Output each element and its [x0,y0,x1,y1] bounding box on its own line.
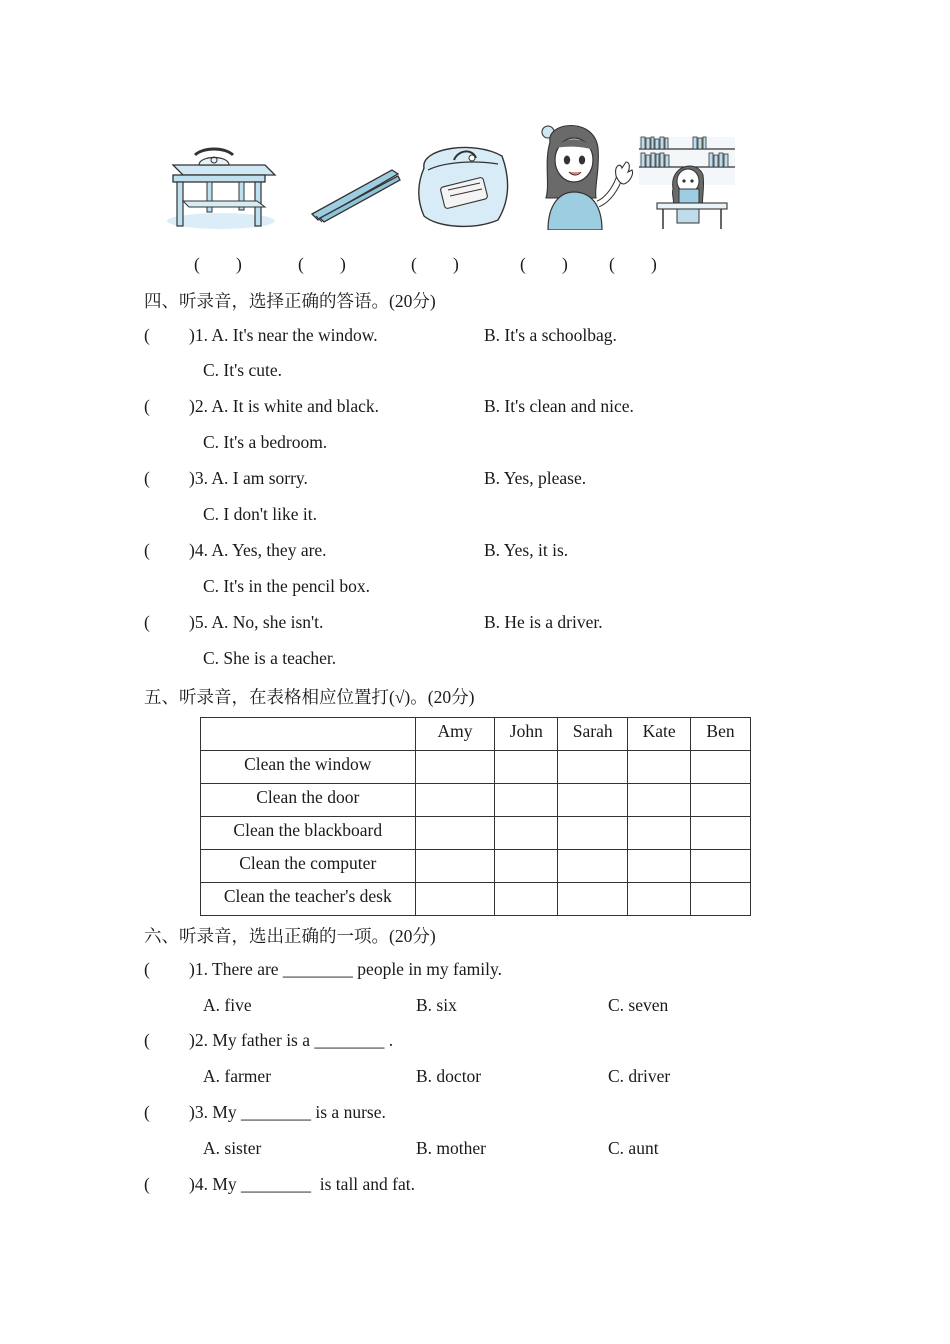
section-4-heading: 四、听录音，选择正确的答语。(20分) [144,291,436,311]
check-cell[interactable] [628,850,691,883]
s4-q1-paren[interactable]: ( [144,325,150,345]
close-paren: ) [340,254,346,274]
s6-q1-option-a: A. five [203,995,252,1015]
check-cell[interactable] [558,850,628,883]
s4-q5-option-b: B. He is a driver. [484,612,603,632]
open-paren: ( [520,254,526,274]
s4-q2-option-b: B. It's clean and nice. [484,396,634,416]
check-cell[interactable] [628,784,691,817]
check-cell[interactable] [558,784,628,817]
s4-q4-option-c: C. It's in the pencil box. [203,576,370,596]
row-label: Clean the blackboard [201,817,416,850]
check-cell[interactable] [691,817,751,850]
girl-waving-picture [536,118,636,230]
s6-q2-stem: )2. My father is a ________ . [189,1030,394,1050]
check-cell[interactable] [558,751,628,784]
s6-q1-option-c: C. seven [608,995,669,1015]
check-cell[interactable] [691,751,751,784]
s6-q4-paren[interactable]: ( [144,1174,150,1194]
s6-q2-option-a: A. farmer [203,1066,272,1086]
s4-q4-option-a: )4. A. Yes, they are. [189,540,327,560]
s4-q5-option-a: )5. A. No, she isn't. [189,612,324,632]
column-header: John [495,718,558,751]
schoolbag-picture [414,138,512,230]
check-cell[interactable] [628,751,691,784]
column-header: Kate [628,718,691,751]
open-paren: ( [411,254,417,274]
s4-q1-option-b: B. It's a schoolbag. [484,325,617,345]
s4-q2-option-a: )2. A. It is white and black. [189,396,380,416]
section-5-heading: 五、听录音，在表格相应位置打(√)。(20分) [144,687,475,707]
table-row [201,883,751,916]
table-corner-cell [201,718,416,751]
column-header: Amy [415,718,495,751]
s4-q2-option-c: C. It's a bedroom. [203,432,328,452]
table-row [201,850,751,883]
s4-q5-paren[interactable]: ( [144,612,150,632]
s4-q1-option-a: )1. A. It's near the window. [189,325,378,345]
s6-q3-stem: )3. My ________ is a nurse. [189,1102,386,1122]
check-cell[interactable] [691,784,751,817]
check-cell[interactable] [628,883,691,916]
s6-q2-option-c: C. driver [608,1066,671,1086]
column-header: Ben [691,718,751,751]
check-cell[interactable] [415,817,495,850]
cleaning-table [200,717,751,916]
s4-q3-option-a: )3. A. I am sorry. [189,468,308,488]
s6-q3-option-b: B. mother [416,1138,486,1158]
s6-q2-option-b: B. doctor [416,1066,482,1086]
chopsticks-picture [308,166,402,226]
close-paren: ) [651,254,657,274]
s4-q3-option-b: B. Yes, please. [484,468,587,488]
s4-q5-option-c: C. She is a teacher. [203,648,337,668]
s6-q2-paren[interactable]: ( [144,1030,150,1050]
s6-q3-option-a: A. sister [203,1138,262,1158]
check-cell[interactable] [415,784,495,817]
row-label: Clean the computer [201,850,416,883]
close-paren: ) [453,254,459,274]
check-cell[interactable] [691,883,751,916]
check-cell[interactable] [691,850,751,883]
close-paren: ) [236,254,242,274]
s4-q4-option-b: B. Yes, it is. [484,540,569,560]
row-label: Clean the window [201,751,416,784]
s4-q2-paren[interactable]: ( [144,396,150,416]
s6-q1-paren[interactable]: ( [144,959,150,979]
row-label: Clean the door [201,784,416,817]
s4-q1-option-c: C. It's cute. [203,360,282,380]
s6-q4-stem: )4. My ________ is tall and fat. [189,1174,416,1194]
check-cell[interactable] [495,784,558,817]
open-paren: ( [194,254,200,274]
check-cell[interactable] [558,817,628,850]
table-with-phone-picture [165,145,277,233]
check-cell[interactable] [558,883,628,916]
table-header-row [201,718,751,751]
girl-reading-library-picture [637,135,737,231]
check-cell[interactable] [415,751,495,784]
s6-q1-stem: )1. There are ________ people in my family. [189,959,502,979]
section-6-heading: 六、听录音，选出正确的一项。(20分) [144,926,436,946]
check-cell[interactable] [495,751,558,784]
s4-q3-option-c: C. I don't like it. [203,504,317,524]
check-cell[interactable] [415,883,495,916]
check-cell[interactable] [495,817,558,850]
table-row [201,817,751,850]
s6-q3-paren[interactable]: ( [144,1102,150,1122]
s6-q1-option-b: B. six [416,995,457,1015]
check-cell[interactable] [628,817,691,850]
s4-q4-paren[interactable]: ( [144,540,150,560]
s4-q3-paren[interactable]: ( [144,468,150,488]
check-cell[interactable] [415,850,495,883]
close-paren: ) [562,254,568,274]
check-cell[interactable] [495,883,558,916]
s6-q3-option-c: C. aunt [608,1138,659,1158]
open-paren: ( [298,254,304,274]
table-row [201,784,751,817]
row-label: Clean the teacher's desk [201,883,416,916]
check-cell[interactable] [495,850,558,883]
column-header: Sarah [558,718,628,751]
open-paren: ( [609,254,615,274]
table-row [201,751,751,784]
